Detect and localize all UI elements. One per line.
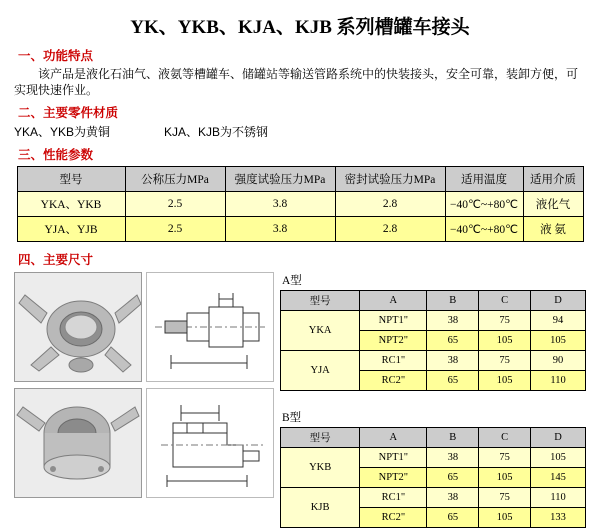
coupling-drawing-b [147,389,273,497]
product-photo-a [14,272,142,382]
cell: 105 [531,448,586,468]
images-column [14,272,274,528]
cell: 65 [427,468,479,488]
cell: 75 [479,448,531,468]
dimension-table-a [280,290,586,391]
cell: 133 [531,508,586,528]
table-row [281,311,586,331]
cell: 2.8 [335,192,445,217]
cell: 2.5 [125,192,225,217]
col-header: A [360,428,427,448]
col-header: A [360,291,427,311]
cell: 110 [531,488,586,508]
features-text: 该产品是液化石油气、液氨等槽罐车、储罐站等输送管路系统中的快装接头，安全可靠，装卸方便，可实现快速作业。 [14,67,579,97]
material-line [14,123,600,140]
section-heading-material: 二、主要零件材质 [18,106,119,120]
cell: 38 [427,448,479,468]
cell: 105 [479,468,531,488]
col-header: C [479,428,531,448]
cell: 液 氨 [523,217,583,242]
cell-model: YKB [281,448,360,488]
dim-block-label-b: B型 [282,412,302,424]
cell: −40℃~+80℃ [445,192,523,217]
cell: 38 [427,311,479,331]
col-header: B [427,428,479,448]
cell-model: YKA [281,311,360,351]
cell: RC1" [360,351,427,371]
cell: 105 [479,508,531,528]
col-header: 密封试验压力MPa [335,167,445,192]
col-header: 型号 [17,167,125,192]
cell: NPT1" [360,448,427,468]
table-row [17,217,583,242]
cell: YKA、YKB [17,192,125,217]
cell: 3.8 [225,217,335,242]
section-heading-features: 一、功能特点 [18,49,94,63]
image-row-b [14,388,274,498]
cell: 105 [479,331,531,351]
cell: 38 [427,488,479,508]
technical-drawing-a [146,272,274,382]
coupling-photo-a-illustration [15,273,141,381]
cell: 145 [531,468,586,488]
cell: 38 [427,351,479,371]
cell: NPT2" [360,331,427,351]
section-heading-dimensions: 四、主要尺寸 [18,253,94,267]
section-heading-performance: 三、性能参数 [18,148,94,162]
col-header: 公称压力MPa [125,167,225,192]
table-row [281,448,586,468]
cell: 2.5 [125,217,225,242]
cell: 液化气 [523,192,583,217]
dimension-table-b [280,427,586,528]
cell: RC2" [360,371,427,391]
col-header: 适用温度 [445,167,523,192]
dimensions-area [14,272,586,528]
cell: 75 [479,488,531,508]
col-header: B [427,291,479,311]
technical-drawing-b [146,388,274,498]
col-header: 强度试验压力MPa [225,167,335,192]
cell: 65 [427,508,479,528]
cell-model: YJA [281,351,360,391]
cell: −40℃~+80℃ [445,217,523,242]
cell: 75 [479,311,531,331]
cell: YJA、YJB [17,217,125,242]
cell: 110 [531,371,586,391]
tables-column [280,272,586,528]
table-row [281,488,586,508]
cell: 105 [531,331,586,351]
cell: 75 [479,351,531,371]
cell: 94 [531,311,586,331]
cell: RC2" [360,508,427,528]
cell-model: KJB [281,488,360,528]
cell: 90 [531,351,586,371]
col-header: 型号 [281,291,360,311]
cell: NPT2" [360,468,427,488]
col-header: D [531,291,586,311]
cell: 105 [479,371,531,391]
col-header: 型号 [281,428,360,448]
dim-block-label-a: A型 [282,275,302,287]
image-row-a [14,272,274,382]
coupling-photo-b-illustration [15,389,141,497]
material-right: KJA、KJB为不锈钢 [164,125,269,139]
cell: 2.8 [335,217,445,242]
table-header-row [17,167,583,192]
table-header-row [281,428,586,448]
performance-table [17,166,584,242]
cell: 3.8 [225,192,335,217]
cell: RC1" [360,488,427,508]
page-title: YK、YKB、KJA、KJB 系列槽罐车接头 [130,17,470,38]
cell: 65 [427,371,479,391]
product-photo-b [14,388,142,498]
coupling-drawing-a [147,273,273,381]
cell: 65 [427,331,479,351]
cell: NPT1" [360,311,427,331]
table-header-row [281,291,586,311]
col-header: C [479,291,531,311]
table-row [17,192,583,217]
material-left: YKA、YKB为黄铜 [14,125,111,139]
col-header: D [531,428,586,448]
col-header: 适用介质 [523,167,583,192]
table-row [281,351,586,371]
